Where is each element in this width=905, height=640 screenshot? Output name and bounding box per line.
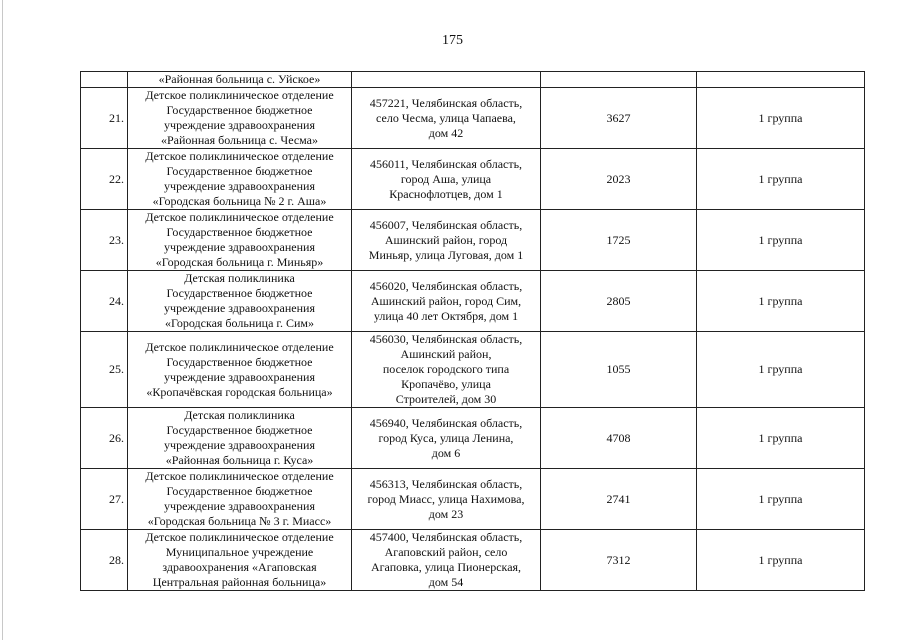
- page-number: 175: [442, 33, 463, 48]
- row-number-cell: 25.: [81, 332, 128, 408]
- scan-edge-line: [2, 0, 3, 640]
- group-cell: 1 группа: [697, 408, 865, 469]
- table-row: [81, 88, 865, 149]
- address-cell: 457400, Челябинская область, Агаповский район, село Агаповка, улица Пионерская, дом 54: [352, 530, 541, 591]
- table-row: [81, 271, 865, 332]
- address-cell: [352, 72, 541, 88]
- group-cell: 1 группа: [697, 210, 865, 271]
- row-number-cell: 24.: [81, 271, 128, 332]
- population-cell: 2023: [541, 149, 697, 210]
- row-number-cell: 23.: [81, 210, 128, 271]
- table-row: [81, 469, 865, 530]
- group-cell: 1 группа: [697, 469, 865, 530]
- row-number-cell: [81, 72, 128, 88]
- population-cell: 4708: [541, 408, 697, 469]
- row-number-cell: 26.: [81, 408, 128, 469]
- clinics-table: [80, 71, 865, 591]
- table-row: [81, 210, 865, 271]
- group-cell: 1 группа: [697, 149, 865, 210]
- address-cell: 456011, Челябинская область, город Аша, улица Краснофлотцев, дом 1: [352, 149, 541, 210]
- institution-name-cell: Детское поликлиническое отделение Государственное бюджетное учреждение здравоохранения «Городская больница № 3 г. Миасс»: [128, 469, 352, 530]
- group-cell: 1 группа: [697, 332, 865, 408]
- institution-name-cell: «Районная больница с. Уйское»: [128, 72, 352, 88]
- row-number-cell: 21.: [81, 88, 128, 149]
- address-cell: 456007, Челябинская область, Ашинский район, город Миньяр, улица Луговая, дом 1: [352, 210, 541, 271]
- institution-name-cell: Детское поликлиническое отделение Государственное бюджетное учреждение здравоохранения «Городская больница г. Миньяр»: [128, 210, 352, 271]
- institution-name-cell: Детская поликлиника Государственное бюджетное учреждение здравоохранения «Городская больница г. Сим»: [128, 271, 352, 332]
- group-cell: [697, 72, 865, 88]
- address-cell: 456940, Челябинская область, город Куса, улица Ленина, дом 6: [352, 408, 541, 469]
- address-cell: 456030, Челябинская область, Ашинский район, поселок городского типа Кропачёво, улица Строителей, дом 30: [352, 332, 541, 408]
- table-row: [81, 530, 865, 591]
- group-cell: 1 группа: [697, 88, 865, 149]
- population-cell: 3627: [541, 88, 697, 149]
- table-row: [81, 408, 865, 469]
- address-cell: 456313, Челябинская область, город Миасс, улица Нахимова, дом 23: [352, 469, 541, 530]
- row-number-cell: 27.: [81, 469, 128, 530]
- row-number-cell: 28.: [81, 530, 128, 591]
- address-cell: 457221, Челябинская область, село Чесма, улица Чапаева, дом 42: [352, 88, 541, 149]
- population-cell: 1055: [541, 332, 697, 408]
- group-cell: 1 группа: [697, 530, 865, 591]
- table-row: [81, 149, 865, 210]
- institution-name-cell: Детское поликлиническое отделение Государственное бюджетное учреждение здравоохранения «Районная больница с. Чесма»: [128, 88, 352, 149]
- address-cell: 456020, Челябинская область, Ашинский район, город Сим, улица 40 лет Октября, дом 1: [352, 271, 541, 332]
- row-number-cell: 22.: [81, 149, 128, 210]
- table-row-continuation: [81, 72, 865, 88]
- population-cell: 2805: [541, 271, 697, 332]
- population-cell: [541, 72, 697, 88]
- institution-name-cell: Детское поликлиническое отделение Государственное бюджетное учреждение здравоохранения «Городская больница № 2 г. Аша»: [128, 149, 352, 210]
- population-cell: 7312: [541, 530, 697, 591]
- institution-name-cell: Детское поликлиническое отделение Государственное бюджетное учреждение здравоохранения «Кропачёвская городская больница»: [128, 332, 352, 408]
- group-cell: 1 группа: [697, 271, 865, 332]
- institution-name-cell: Детская поликлиника Государственное бюджетное учреждение здравоохранения «Районная больница г. Куса»: [128, 408, 352, 469]
- table-row: [81, 332, 865, 408]
- institution-name-cell: Детское поликлиническое отделение Муниципальное учреждение здравоохранения «Агаповская Центральная районная больница»: [128, 530, 352, 591]
- population-cell: 2741: [541, 469, 697, 530]
- population-cell: 1725: [541, 210, 697, 271]
